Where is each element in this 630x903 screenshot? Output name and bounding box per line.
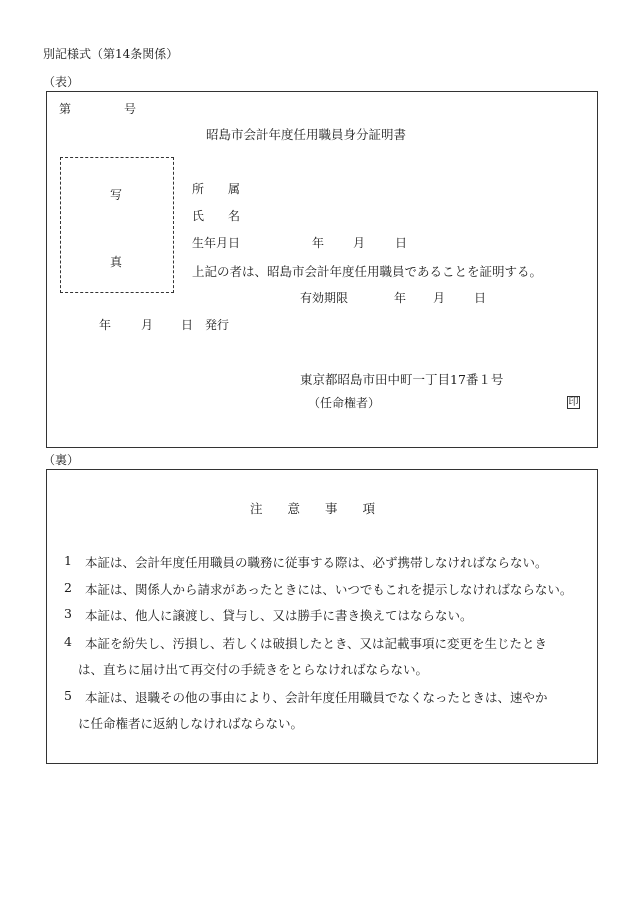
note-number: 1: [64, 553, 72, 568]
dob-label: 生年月日: [192, 236, 241, 250]
photo-char-bottom: 真: [110, 255, 123, 269]
photo-area: [60, 157, 174, 293]
note-number: 2: [64, 580, 72, 595]
note-number: 5: [64, 688, 72, 703]
validity-month: 月: [433, 291, 446, 305]
notes-title: 注 意 事 項: [250, 501, 376, 516]
note-number: 4: [64, 634, 72, 649]
note-text: 本証は、関係人から請求があったときには、いつでもこれを提示しなければならない。: [85, 582, 573, 597]
appointer-label: （任命権者）: [308, 396, 381, 410]
affiliation-label: 所 属: [192, 182, 241, 196]
validity-day: 日: [474, 291, 487, 305]
note-text: 本証は、他人に譲渡し、貸与し、又は勝手に書き換えてはならない。: [85, 608, 473, 623]
issued-label: 発行: [205, 318, 230, 332]
validity-label: 有効期限: [300, 291, 349, 305]
dob-day: 日: [395, 236, 408, 250]
card-title: 昭島市会計年度任用職員身分証明書: [206, 127, 407, 142]
name-label: 氏 名: [192, 209, 241, 223]
note-text: 本証を紛失し、汚損し、若しくは破損したとき、又は記載事項に変更を生じたとき: [85, 636, 548, 651]
number-prefix: 第: [59, 102, 72, 116]
dob-year: 年: [312, 236, 325, 250]
note-text-continued: に任命権者に返納しなければならない。: [78, 716, 304, 731]
seal-mark: 印: [568, 397, 579, 408]
form-label: 別記様式（第14条関係）: [43, 47, 179, 61]
validity-year: 年: [394, 291, 407, 305]
number-suffix: 号: [124, 102, 137, 116]
issued-day: 日: [181, 318, 194, 332]
note-text-continued: は、直ちに届け出て再交付の手続きをとらなければならない。: [78, 662, 429, 677]
issued-year: 年: [99, 318, 112, 332]
certification-text: 上記の者は、昭島市会計年度任用職員であることを証明する。: [192, 264, 543, 279]
issued-month: 月: [141, 318, 154, 332]
note-text: 本証は、会計年度任用職員の職務に従事する際は、必ず携帯しなければならない。: [85, 555, 548, 570]
front-label: （表）: [43, 75, 80, 89]
photo-char-top: 写: [110, 188, 123, 202]
back-label: （裏）: [43, 453, 80, 467]
issuer-address: 東京都昭島市田中町一丁目17番１号: [300, 372, 504, 387]
note-number: 3: [64, 606, 72, 621]
note-text: 本証は、退職その他の事由により、会計年度任用職員でなくなったときは、速やか: [85, 690, 548, 705]
dob-month: 月: [353, 236, 366, 250]
